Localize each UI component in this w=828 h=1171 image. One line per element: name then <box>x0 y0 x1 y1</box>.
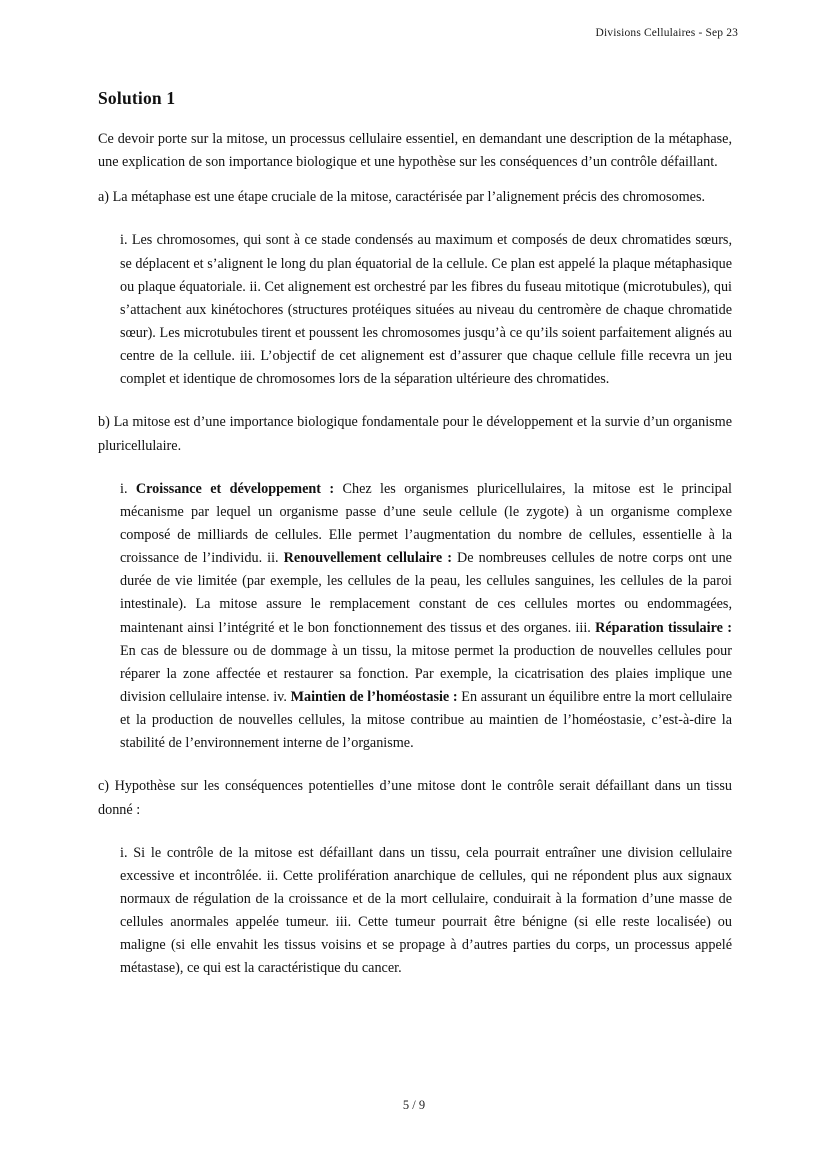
running-header: Divisions Cellulaires - Sep 23 <box>595 27 738 39</box>
page-number: 5 / 9 <box>402 1098 426 1112</box>
emphasis-term: Renouvellement cellulaire : <box>283 550 452 567</box>
page-title: Solution 1 <box>98 88 176 108</box>
section-b-body <box>120 478 732 756</box>
body-text: En assurant un équilibre entre la mort cellulaire et la production de nouvelles cellules, la mitose contribue au maintien de l’homéostasie, c’est-à-dire la stabilité de l’environnement interne de l’organisme. <box>120 688 733 752</box>
body-text: Chez les organismes pluricellulaires, la mitose est le principal mécanisme par lequel un organisme passe d’une seule cellule (le zygote) à un organisme complexe composé de milliards de cellules. Elle permet l’augmentation du nombre de cellules, essentielle à la croissance de l’individu. ii. <box>120 480 732 567</box>
section-a-block <box>98 229 732 391</box>
intro-paragraph: Ce devoir porte sur la mitose, un processus cellulaire essentiel, en demandant une description de la métaphase, une explication de son importance biologique et une hypothèse sur les conséquences d’un contrôle défaillant. <box>98 131 732 171</box>
emphasis-term: Maintien de l’homéostasie : <box>290 688 458 705</box>
section-b-lead: b) La mitose est d’une importance biologique fondamentale pour le développement et la survie d’un organisme pluricellulaire. <box>98 414 732 454</box>
body-text: i. <box>120 480 136 497</box>
section-c-lead: c) Hypothèse sur les conséquences potentielles d’une mitose dont le contrôle serait défaillant dans un tissu donné : <box>98 778 732 818</box>
emphasis-term: Réparation tissulaire : <box>595 619 732 636</box>
section-c-block <box>98 842 732 981</box>
section-b-block <box>98 478 732 756</box>
body-text: De nombreuses cellules de notre corps ont une durée de vie limitée (par exemple, les cellules de la peau, les cellules sanguines, les cellules de la paroi intestinale). La mitose assure le remplacement constant de ces cellules mortes ou endommagées, maintenant ainsi l’intégrité et le bon fonctionnement des tissus et des organes. iii. <box>120 550 732 636</box>
section-c-body: i. Si le contrôle de la mitose est défaillant dans un tissu, cela pourrait entraîner une division cellulaire excessive et incontrôlée. ii. Cette prolifération anarchique de cellules, qui ne répondent plus aux signaux normaux de régulation de la croissance et de la mort cellulaire, conduirait à la formation d’une masse de cellules anormales appelée tumeur. iii. Cette tumeur pourrait être bénigne (si elle reste localisée) ou maligne (si elle envahit les tissus voisins et se propage à d’autres parties du corps, un processus appelé métastase), ce qui est la caractéristique du cancer. <box>120 844 732 977</box>
body-text: En cas de blessure ou de dommage à un tissu, la mitose permet la production de nouvelles cellules pour réparer la zone affectée et restaurer sa fonction. Par exemple, la cicatrisation des plaies implique une division cellulaire intense. iv. <box>120 642 732 705</box>
section-a-body: i. Les chromosomes, qui sont à ce stade condensés au maximum et composés de deux chromatides sœurs, se déplacent et s’alignent le long du plan équatorial de la cellule. Ce plan est appelé la plaque métaphasique ou plaque équatoriale. ii. Cet alignement est orchestré par les fibres du fuseau mitotique (microtubules), qui s’attachent aux kinétochores (structures protéiques situées au niveau du centromère de chaque chromatide sœur). Les microtubules tirent et poussent les chromosomes jusqu’à ce qu’ils soient parfaitement alignés au centre de la cellule. iii. L’objectif de cet alignement est d’assurer que chaque cellule fille recevra un jeu complet et identique de chromosomes lors de la séparation ultérieure des chromatides. <box>120 232 732 388</box>
document-body <box>98 88 732 1001</box>
section-a-lead: a) La métaphase est une étape cruciale de la mitose, caractérisée par l’alignement précis des chromosomes. <box>98 189 706 206</box>
emphasis-term: Croissance et développement : <box>135 480 335 497</box>
